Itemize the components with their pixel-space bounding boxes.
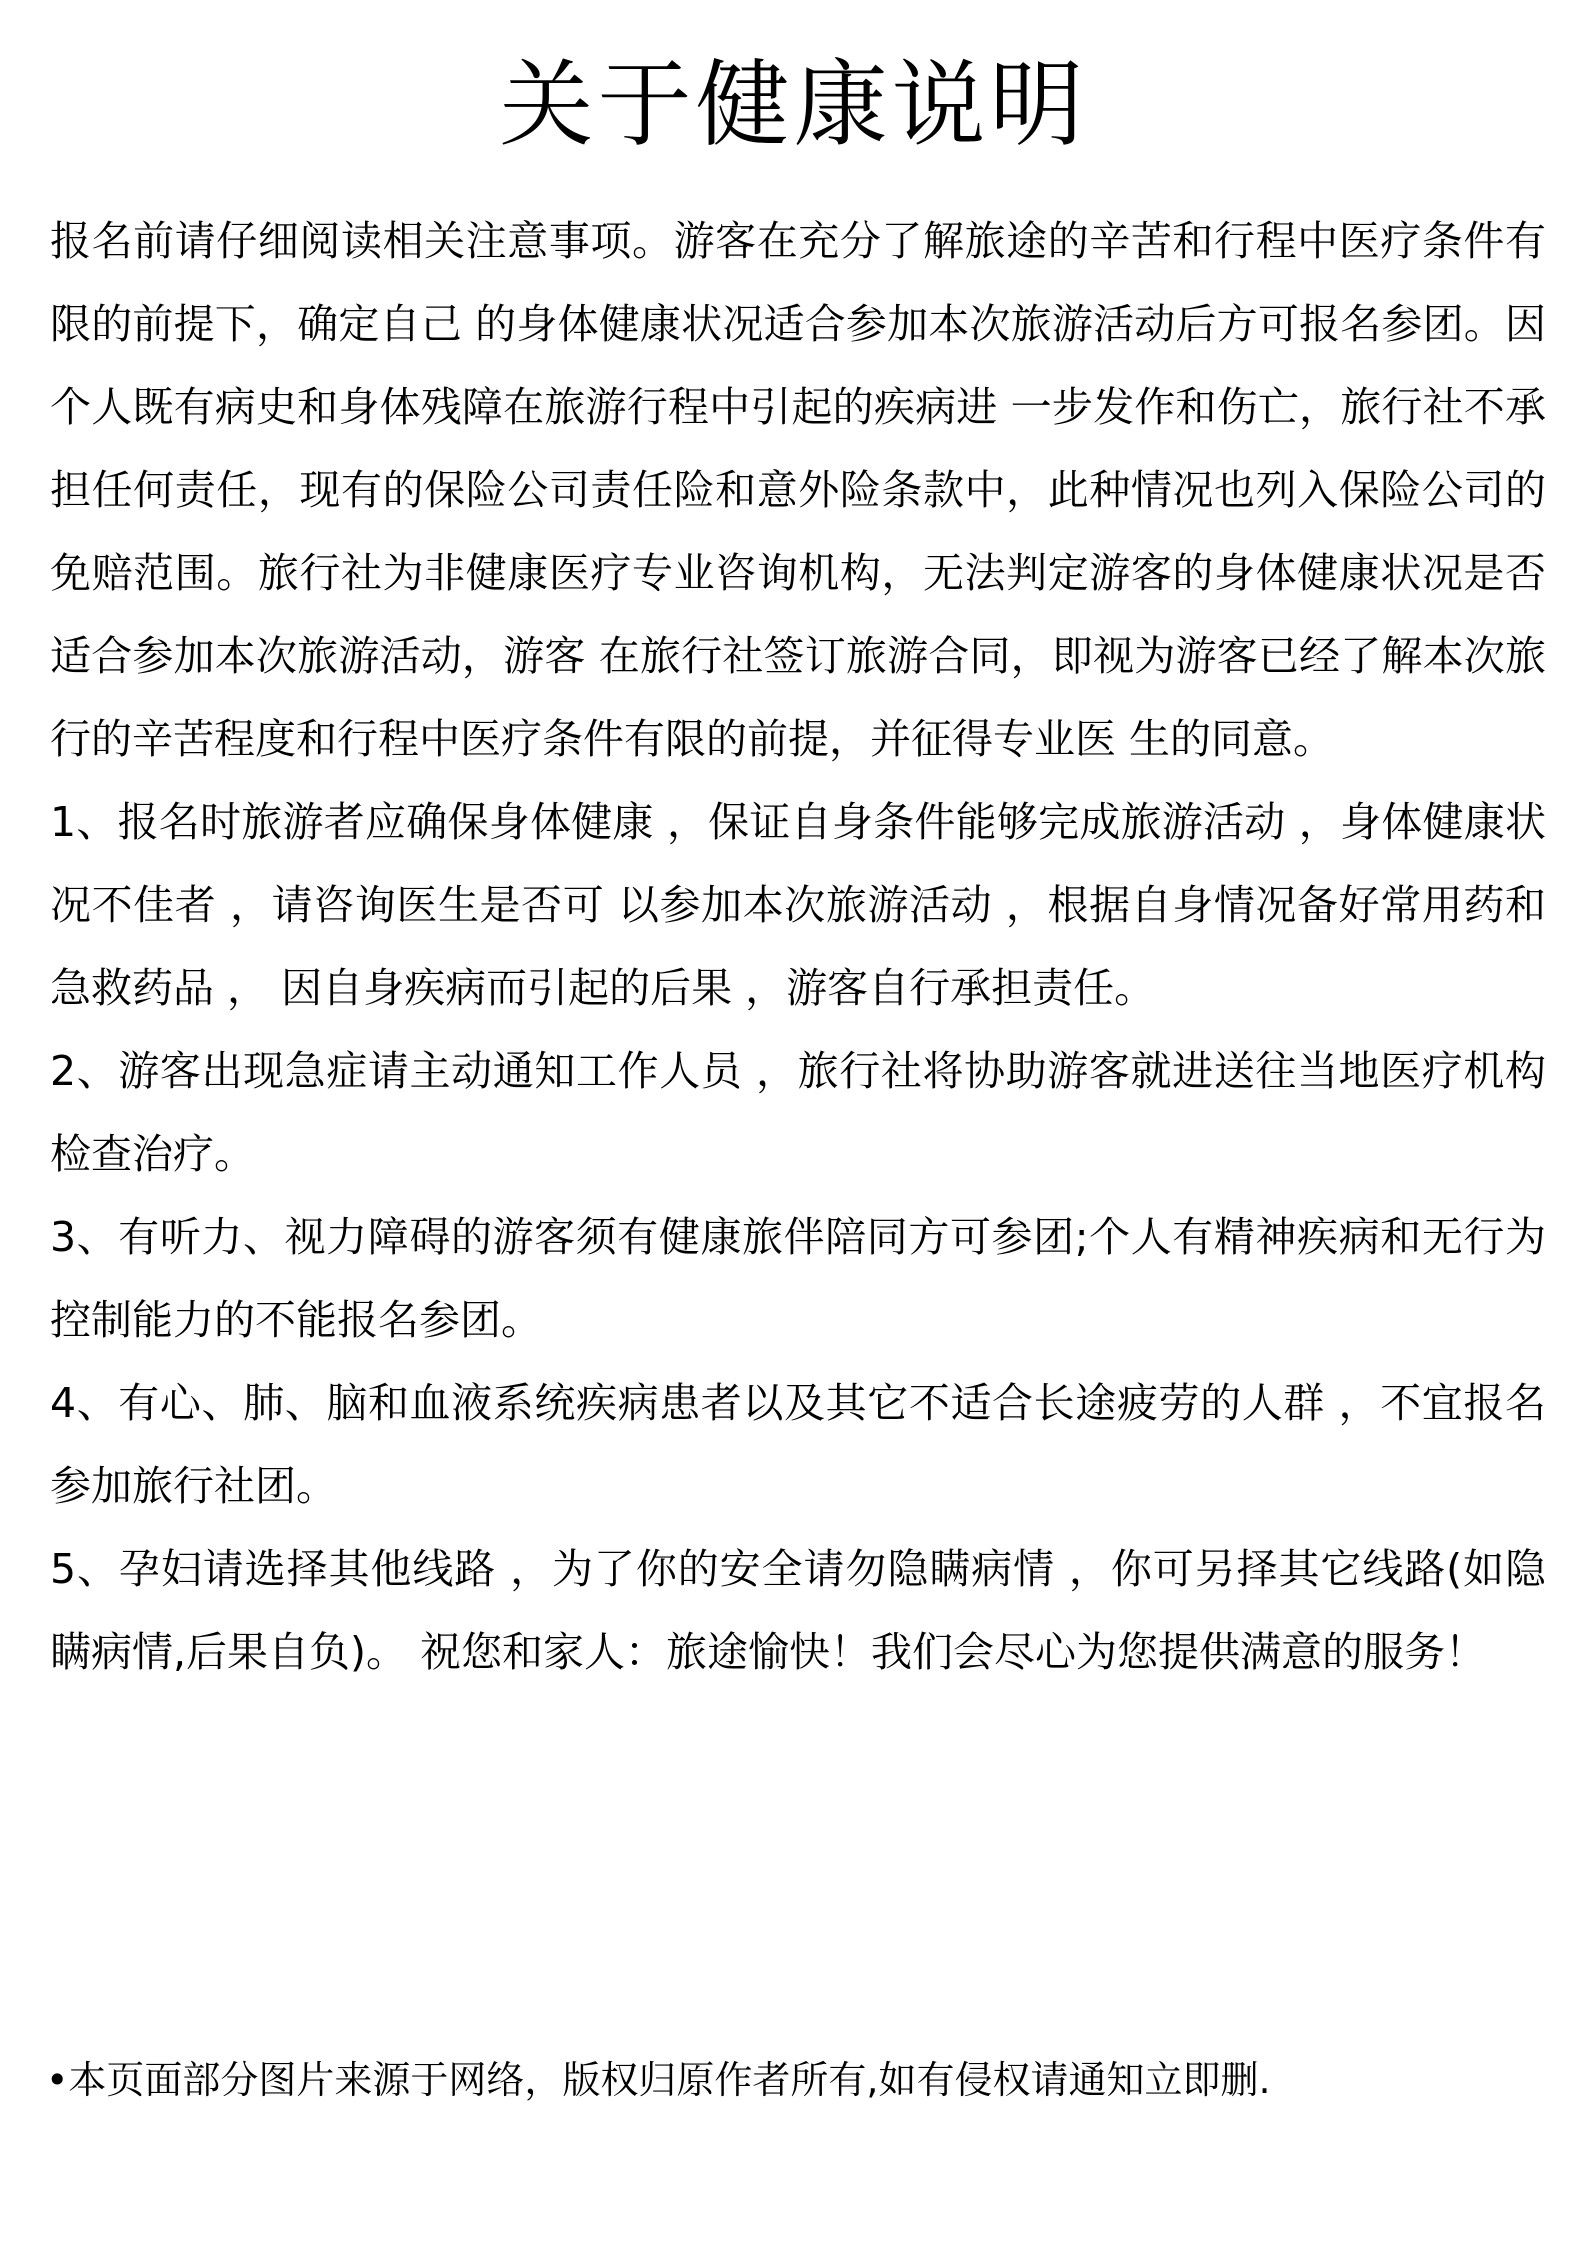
document-body — [50, 200, 1546, 1694]
rule-item-1: 1、报名时旅游者应确保身体健康 ，保证自身条件能够完成旅游活动 ，身体健康状况不佳者 ，请咨询医生是否可 以参加本次旅游活动 ，根据自身情况备好常用药和急救药品 ， 因自身疾病而引起的后果 ，游客自行承担责任。 — [50, 798, 1546, 1012]
page-title: 关于健康说明 — [499, 51, 1088, 160]
rule-item-3: 3、有听力、视力障碍的游客须有健康旅伴陪同方可参团;个人有精神疾病和无行为控制能力的不能报名参团。 — [50, 1213, 1546, 1344]
intro-paragraph: 报名前请仔细阅读相关注意事项。游客在充分了解旅途的辛苦和行程中医疗条件有限的前提下，确定自己 的身体健康状况适合参加本次旅游活动后方可报名参团。因个人既有病史和身体残障在旅游行程中引起的疾病进 一步发作和伤亡，旅行社不承担任何责任，现有的保险公司责任险和意外险条款中，此种情况也列入保险公司的 免赔范围。旅行社为非健康医疗专业咨询机构，无法判定游客的身体健康状况是否适合参加本次旅游活动，游客 在旅行社签订旅游合同，即视为游客已经了解本次旅行的辛苦程度和行程中医疗条件有限的前提，并征得专业医 生的同意。 — [50, 217, 1546, 763]
rule-item-5: 5、孕妇请选择其他线路 ，为了你的安全请勿隐瞒病情 ，你可另择其它线路(如隐瞒病情,后果自负)。 祝您和家人：旅途愉快！我们会尽心为您提供满意的服务！ — [50, 1545, 1546, 1676]
rule-item-2: 2、游客出现急症请主动通知工作人员 ，旅行社将协助游客就进送往当地医疗机构检查治疗。 — [50, 1047, 1546, 1178]
copyright-note: •本页面部分图片来源于网络，版权归原作者所有,如有侵权请通知立即删. — [46, 2058, 1271, 2102]
rule-item-4: 4、有心、肺、脑和血液系统疾病患者以及其它不适合长途疲劳的人群 ，不宜报名参加旅行社团。 — [50, 1379, 1546, 1510]
